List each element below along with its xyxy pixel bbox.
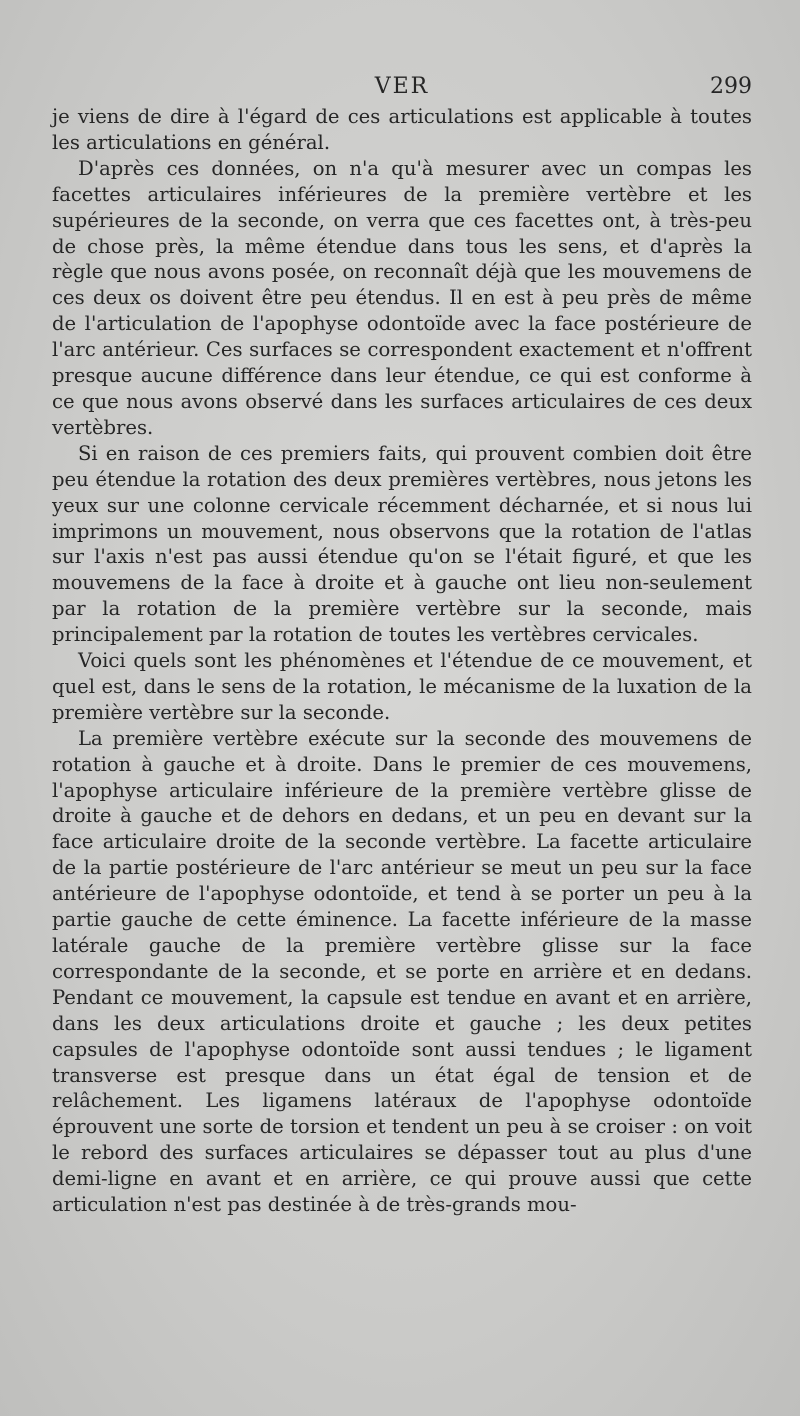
paragraph: Si en raison de ces premiers faits, qui prouvent combien doit être peu étendue la rotation des deux premières vertèbres, nous jetons les yeux sur une colonne cervicale récemment décharnée, et si nous lui imprimons un mouvement, nous observons que la rotation de l'atlas sur l'axis n'est pas aussi étendue qu'on se l'était figuré, et que les mouvemens de la face à droite et à gauche ont lieu non-seulement par la rotation de la première vertèbre sur la seconde, mais principalement par la rotation de toutes les vertèbres cervicales. — [52, 441, 752, 647]
paragraph: La première vertèbre exécute sur la seconde des mouvemens de rotation à gauche et à droite. Dans le premier de ces mouvemens, l'apophyse articulaire inférieure de la première vertèbre glisse de droite à gauche et de dehors en dedans, et un peu en devant sur la face articulaire droite de la seconde vertèbre. La facette articulaire de la partie postérieure de l'arc antérieur se meut un peu sur la face antérieure de l'apophyse odontoïde, et tend à se porter un peu à la partie gauche de cette éminence. La facette inférieure de la masse latérale gauche de la première vertèbre glisse sur la face correspondante de la seconde, et se porte en arrière et en dedans. Pendant ce mouvement, la capsule est tendue en avant et en arrière, dans les deux articulations droite et gauche ; les deux petites capsules de l'apophyse odontoïde sont aussi tendues ; le ligament transverse est presque dans un état égal de tension et de relâchement. Les ligamens latéraux de l'apophyse odontoïde éprouvent une sorte de torsion et tendent un peu à se croiser : on voit le rebord des surfaces articulaires se dépasser tout au plus d'une demi-ligne en avant et en arrière, ce qui prouve aussi que cette articulation n'est pas destinée à de très-grands mou- — [52, 726, 752, 1217]
running-title: VER — [374, 74, 430, 99]
paragraph: D'après ces données, on n'a qu'à mesurer avec un compas les facettes articulaires inférieures de la première vertèbre et les supérieures de la seconde, on verra que ces facettes ont, à très-peu de chose près, la même étendue dans tous les sens, et d'après la règle que nous avons posée, on reconnaît déjà que les mouvemens de ces deux os doivent être peu étendus. Il en est à peu près de même de l'articulation de l'apophyse odontoïde avec la face postérieure de l'arc antérieur. Ces surfaces se correspondent exactement et n'offrent presque aucune différence dans leur étendue, ce qui est conforme à ce que nous avons observé dans les surfaces articulaires de ces deux vertèbres. — [52, 156, 752, 439]
page-number: 299 — [710, 74, 752, 99]
paragraph: Voici quels sont les phénomènes et l'étendue de ce mouvement, et quel est, dans le sens de la rotation, le mécanisme de la luxation de la première vertèbre sur la seconde. — [52, 649, 752, 724]
body-text — [52, 104, 752, 1218]
paragraph-continuation: je viens de dire à l'égard de ces articulations est applicable à toutes les articulations en général. — [52, 105, 752, 154]
running-head — [52, 72, 752, 102]
